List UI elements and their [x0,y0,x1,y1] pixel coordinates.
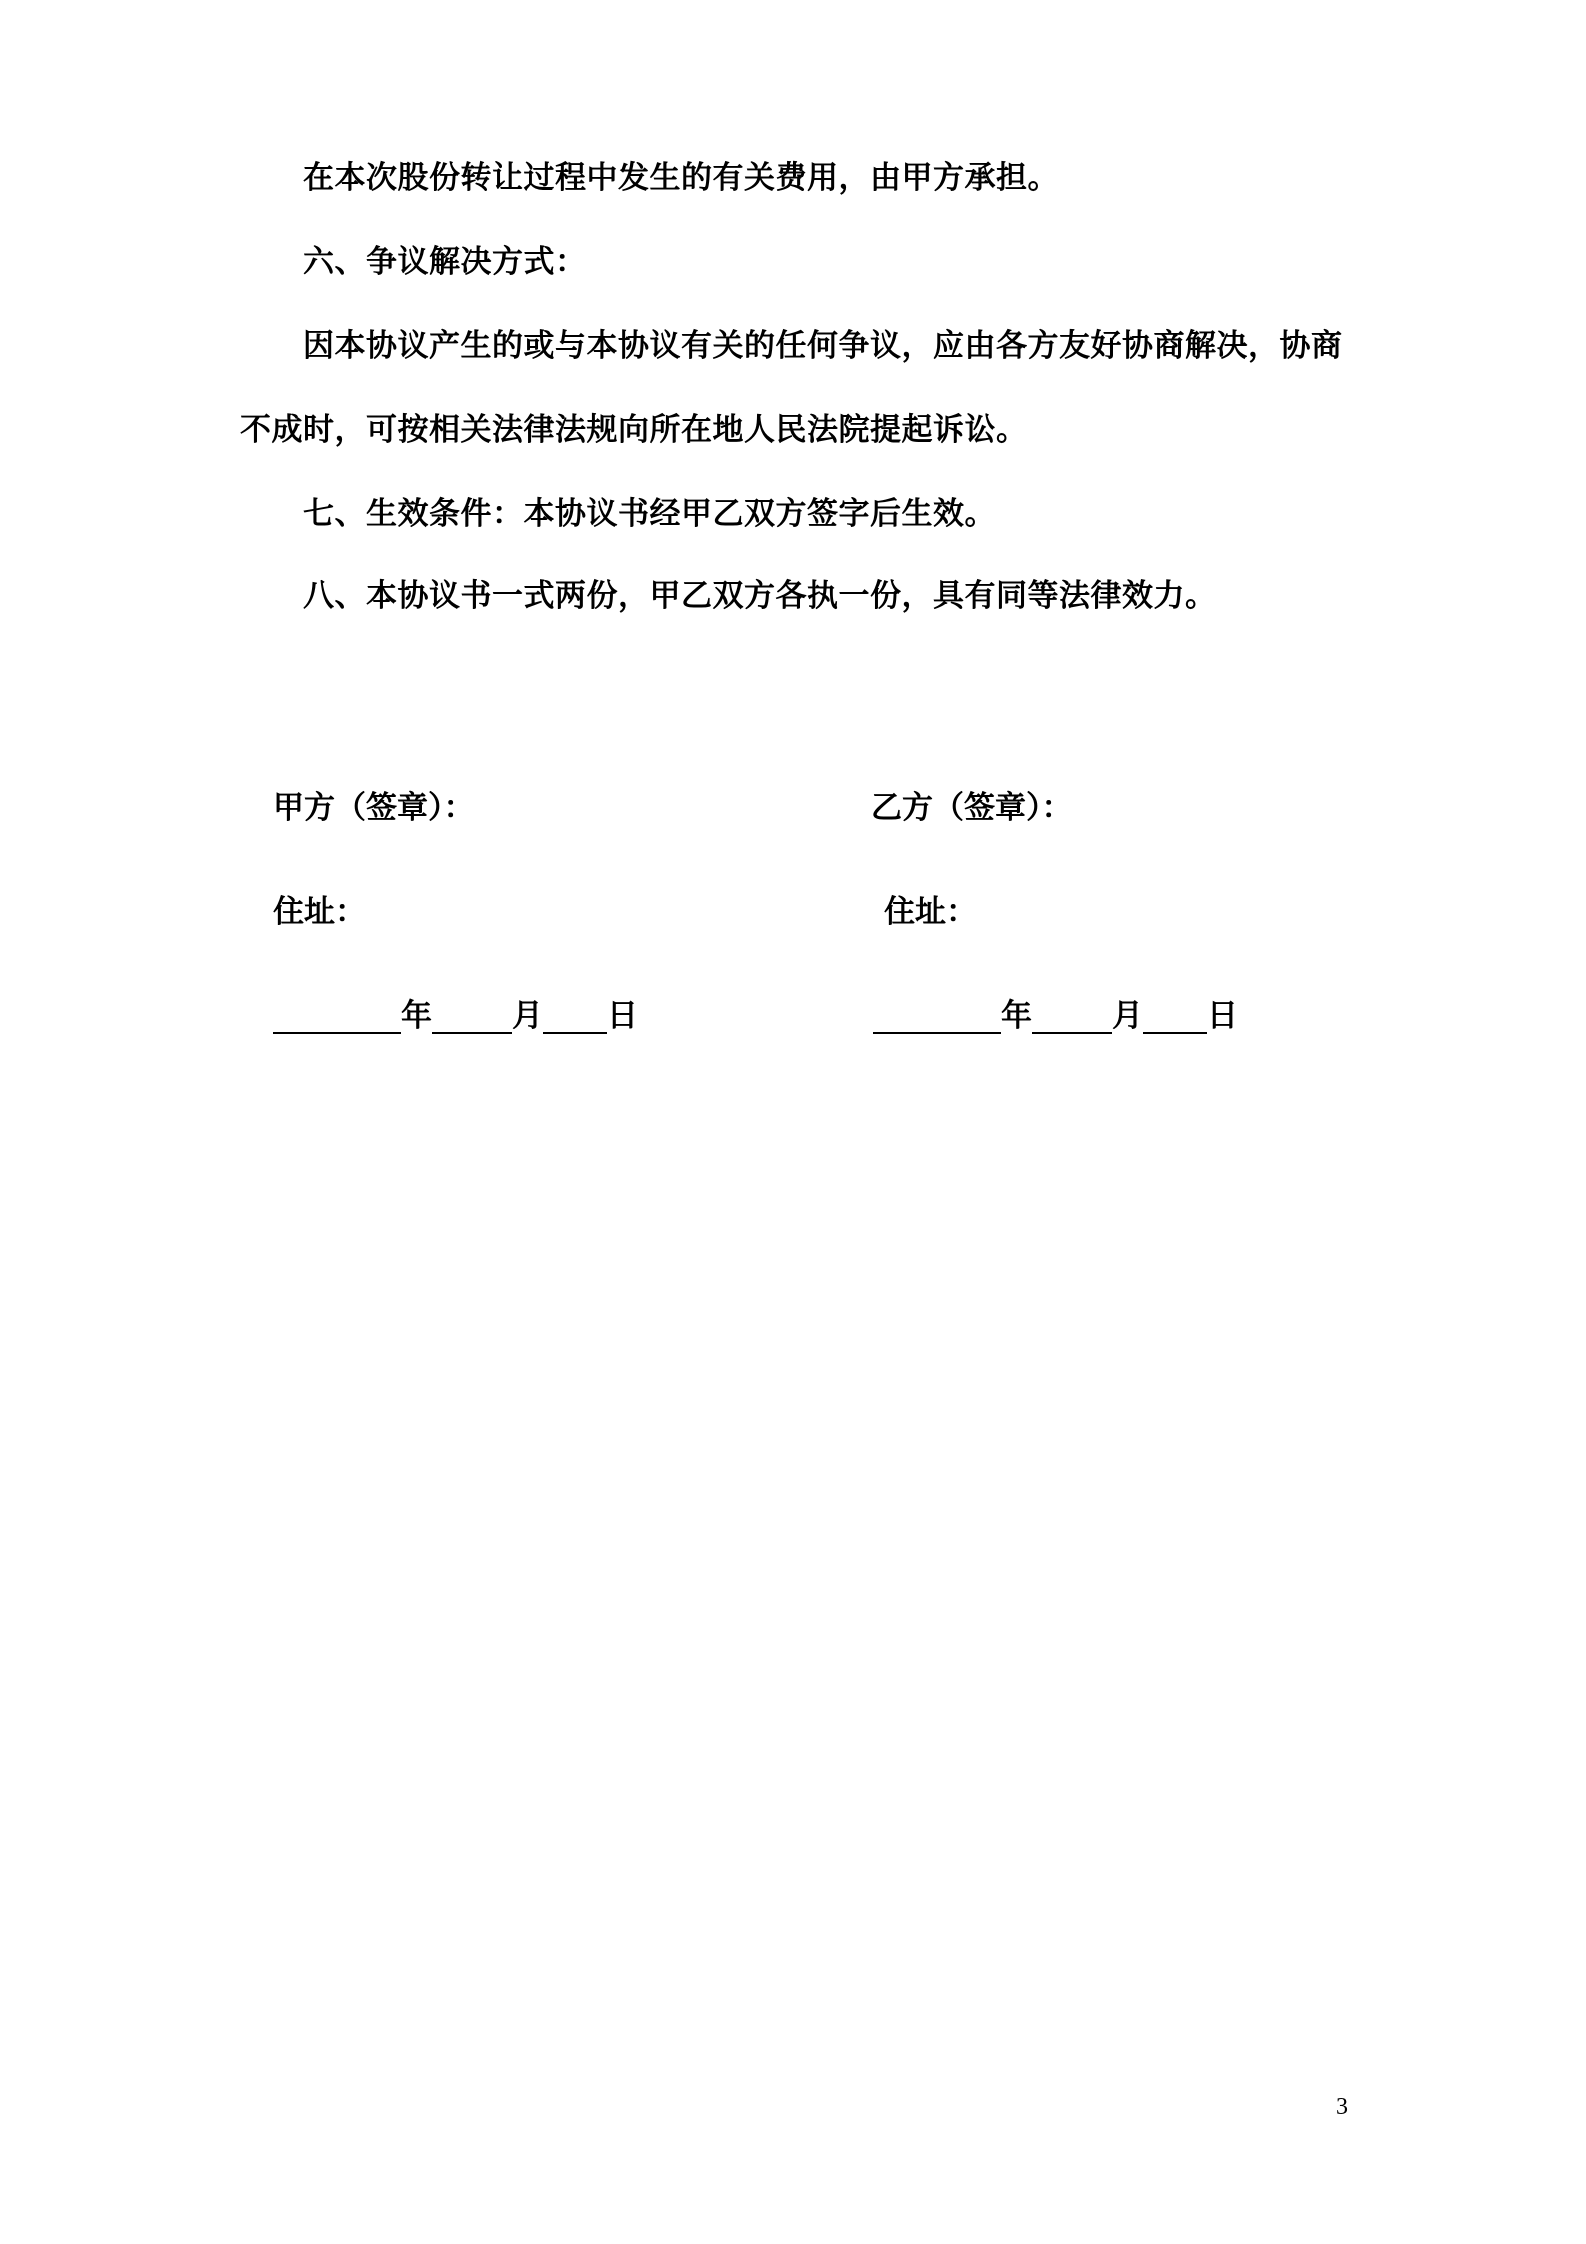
party-b-month-label: 月 [1112,998,1143,1034]
party-a-year-blank [273,996,401,1034]
clause-6-text-line-2: 不成时，可按相关法律法规向所在地人民法院提起诉讼。 [240,412,1028,448]
party-a-month-label: 月 [512,998,543,1034]
clause-6-heading: 六、争议解决方式： [303,244,587,280]
page-number: 3 [1336,2094,1348,2120]
party-a-address-label: 住址： [273,894,366,930]
party-b-month-blank [1032,996,1112,1034]
party-b-day-blank [1143,996,1207,1034]
party-a-year-label: 年 [401,998,432,1034]
party-a-month-blank [432,996,512,1034]
party-b-signature-label: 乙方（签章）： [871,790,1073,826]
party-b-address-label: 住址： [884,894,977,930]
party-a-date-line [273,996,638,1036]
party-a-signature-label: 甲方（签章）： [273,790,475,826]
clause-7-text: 七、生效条件：本协议书经甲乙双方签字后生效。 [303,496,996,532]
clause-8-text: 八、本协议书一式两份，甲乙双方各执一份，具有同等法律效力。 [303,578,1217,614]
party-b-day-label: 日 [1207,998,1238,1034]
party-b-year-blank [873,996,1001,1034]
party-b-date-line [873,996,1238,1036]
clause-6-text-line-1: 因本协议产生的或与本协议有关的任何争议，应由各方友好协商解决，协商 [303,328,1343,364]
party-a-day-label: 日 [607,998,638,1034]
party-b-year-label: 年 [1001,998,1032,1034]
party-a-day-blank [543,996,607,1034]
clause-fees-text: 在本次股份转让过程中发生的有关费用，由甲方承担。 [303,160,1059,196]
